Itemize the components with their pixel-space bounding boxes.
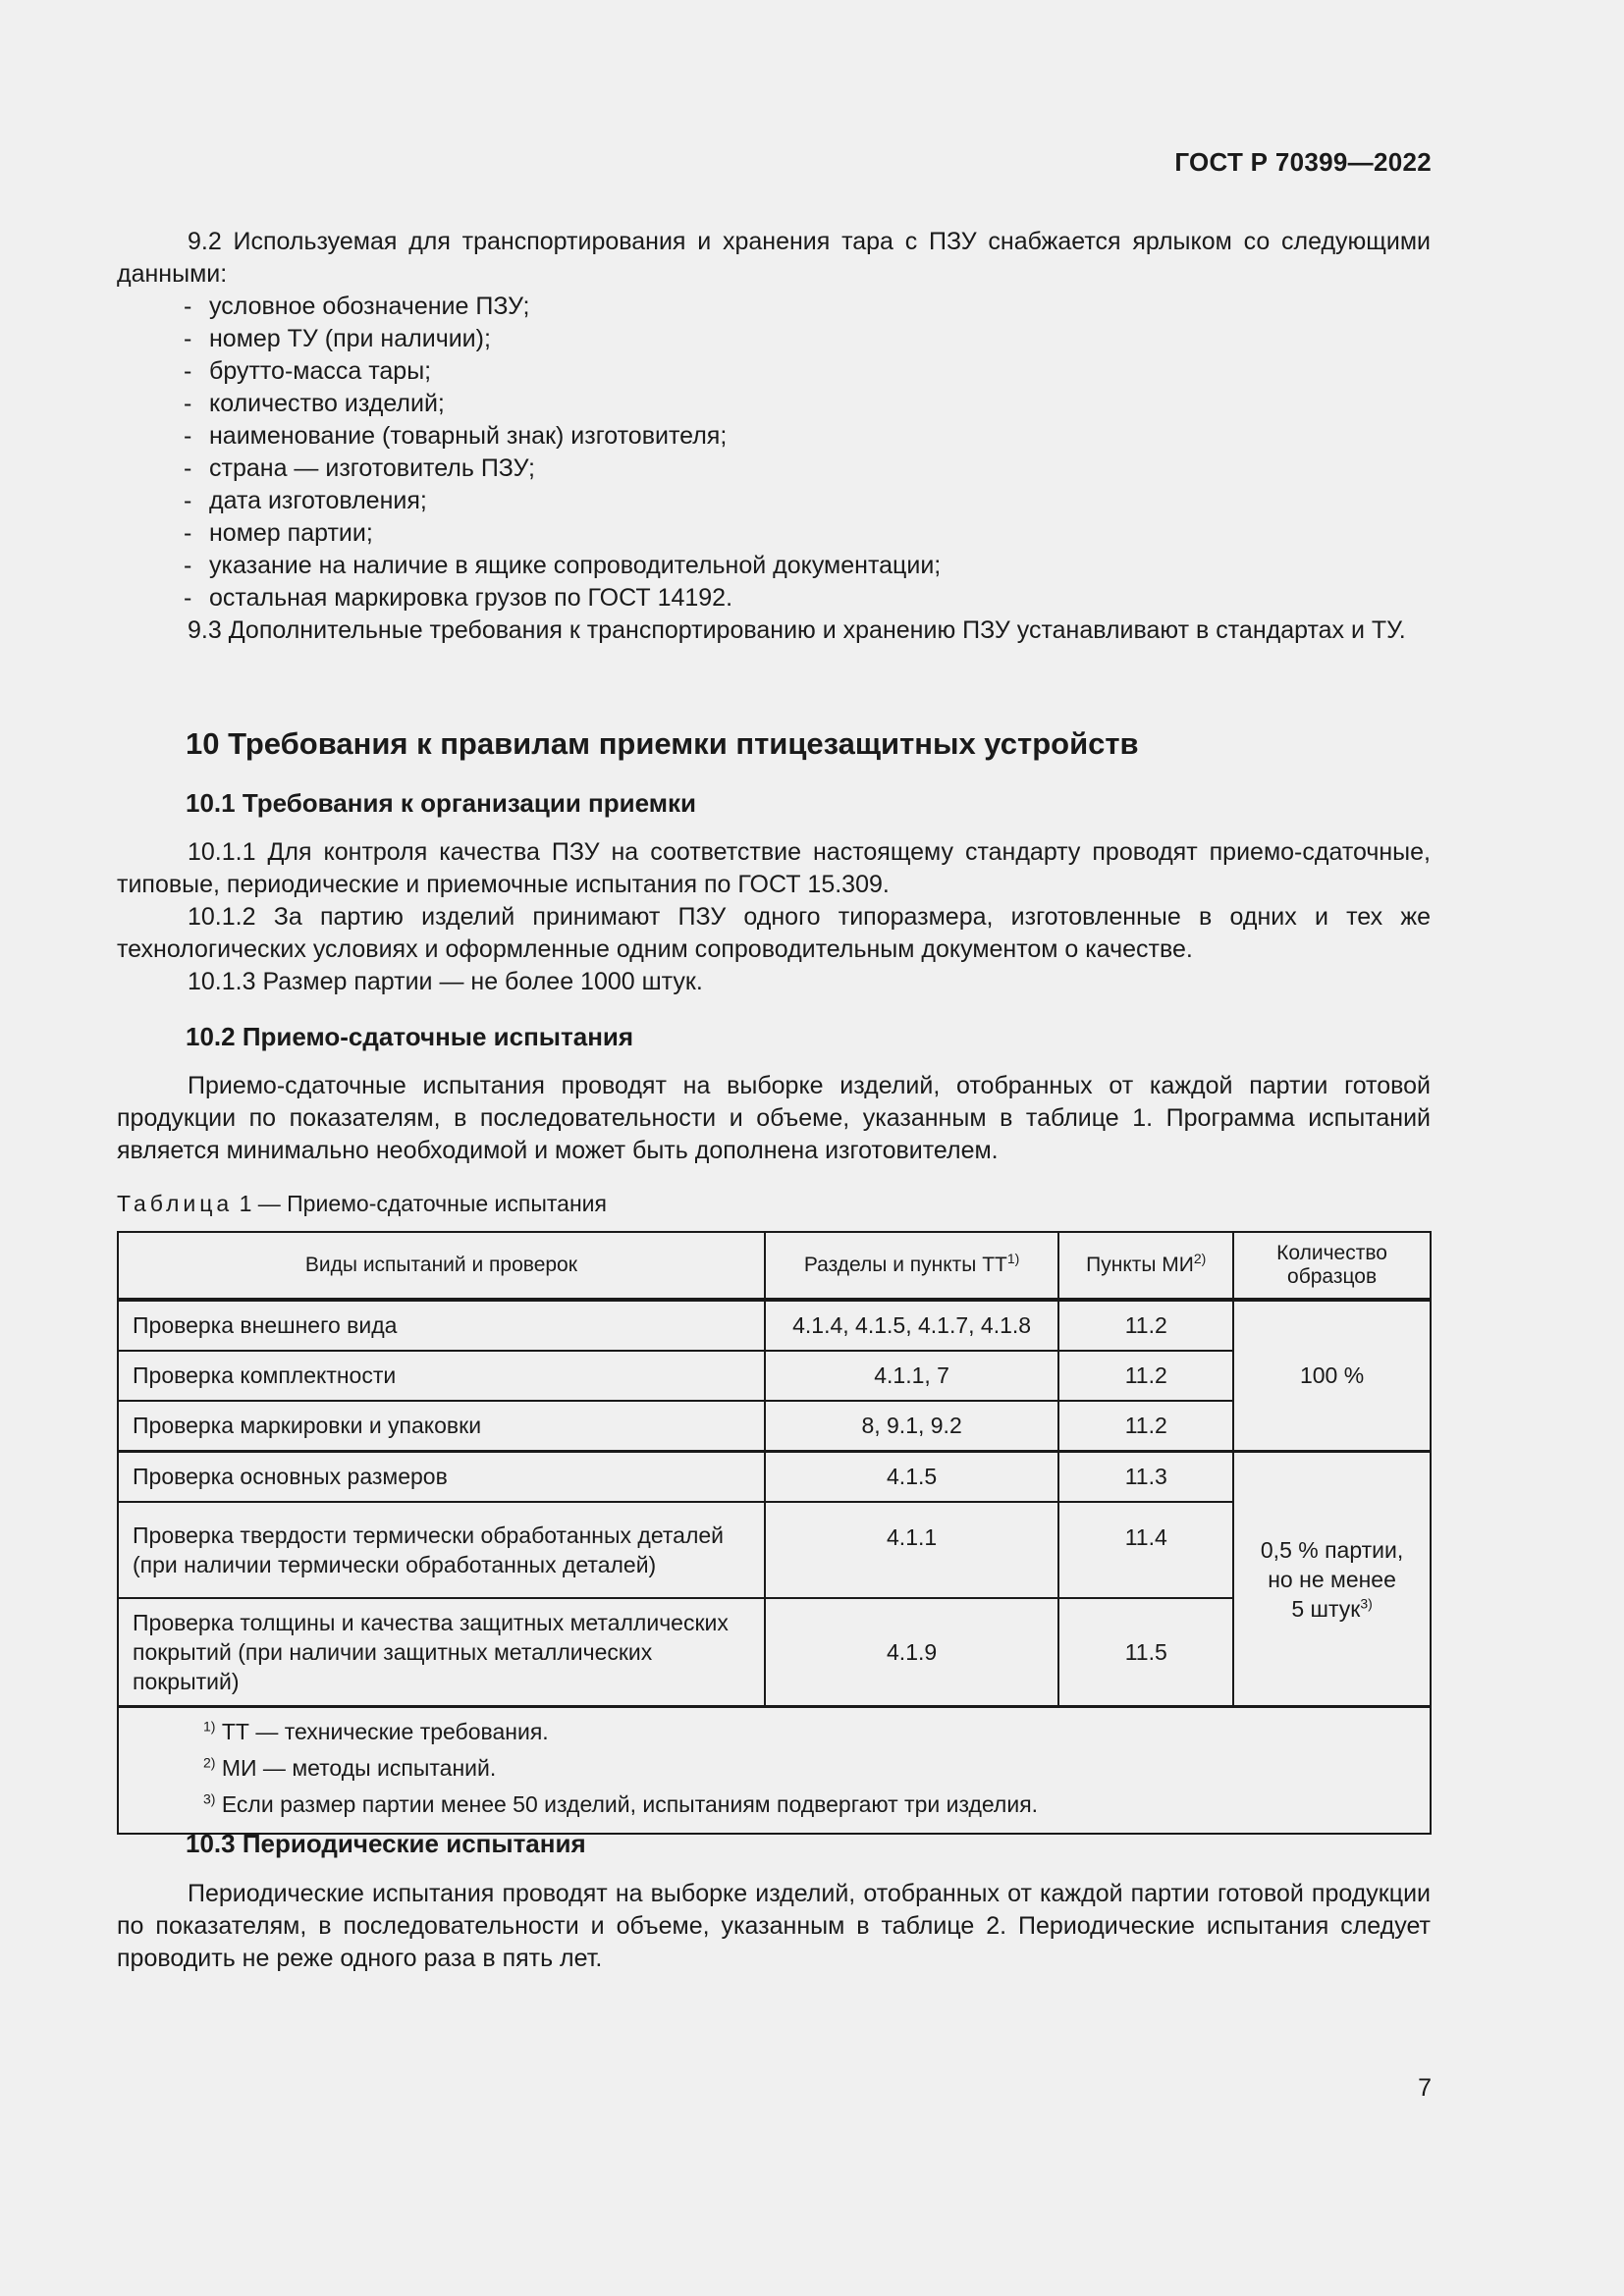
cell-mi-item: 11.5 [1058, 1598, 1233, 1707]
acceptance-tests-table [117, 1231, 1432, 1835]
cell-tt-sections: 4.1.1 [765, 1502, 1059, 1598]
header-tt-sections: Разделы и пункты ТТ$^{1)}$ [765, 1232, 1059, 1300]
cell-test-name: Проверка основных размеров [118, 1452, 765, 1503]
cell-tt-sections: 4.1.9 [765, 1598, 1059, 1707]
table-row [118, 1300, 1431, 1351]
paragraph-10-3: Периодические испытания проводят на выборке изделий, отобранных от каждой партии готовой продукции по показателям, в последовательности и объеме, указанным в таблице 2. Периодические испытания следует проводить не реже одного раза в пять лет. [117, 1880, 1431, 1972]
list-item: - остальная маркировка грузов по ГОСТ 14192. [184, 584, 733, 612]
cell-sample-qty: 100 % [1233, 1300, 1431, 1452]
paragraph-10-1-3: 10.1.3 Размер партии — не более 1000 штук. [188, 968, 703, 995]
cell-test-name: Проверка маркировки и упаковки [118, 1401, 765, 1452]
cell-tt-sections: 4.1.4, 4.1.5, 4.1.7, 4.1.8 [765, 1300, 1059, 1351]
list-item: - страна — изготовитель ПЗУ; [184, 454, 535, 482]
section-10-1-block [117, 836, 1431, 998]
cell-test-name: Проверка толщины и качества защитных металлических покрытий (при наличии защитных металлических покрытий) [118, 1598, 765, 1707]
section-9-block [117, 226, 1431, 647]
list-item: - условное обозначение ПЗУ; [184, 293, 530, 320]
header-mi-items: Пункты МИ$^{2)}$ [1058, 1232, 1233, 1300]
cell-mi-item: 11.2 [1058, 1300, 1233, 1351]
header-sample-qty: Количество образцов [1233, 1232, 1431, 1300]
paragraph-9-2: 9.2 Используемая для транспортирования и хранения тара с ПЗУ снабжается ярлыком со следующими данными: [117, 228, 1431, 288]
cell-test-name: Проверка внешнего вида [118, 1300, 765, 1351]
table-caption-text: 1 — Приемо-сдаточные испытания [239, 1191, 607, 1216]
label-data-list [117, 291, 1431, 614]
paragraph-10-1-2: 10.1.2 За партию изделий принимают ПЗУ одного типоразмера, изготовленные в одних и тех же технологических условиях и оформленные одним сопроводительным документом о качестве. [117, 903, 1431, 963]
list-item: - номер ТУ (при наличии); [184, 325, 491, 352]
list-item: - дата изготовления; [184, 487, 427, 514]
paragraph-9-3: 9.3 Дополнительные требования к транспортированию и хранению ПЗУ устанавливают в стандартах и ТУ. [188, 616, 1406, 644]
table-footnotes [118, 1707, 1431, 1835]
cell-tt-sections: 4.1.5 [765, 1452, 1059, 1503]
table-caption-word: Таблица [117, 1191, 234, 1216]
table-header-row [118, 1232, 1431, 1300]
footnote: $^{1)}$ ТТ — технические требования. [203, 1718, 549, 1744]
cell-test-name: Проверка комплектности [118, 1351, 765, 1401]
list-item: - брутто-масса тары; [184, 357, 432, 385]
paragraph-10-2: Приемо-сдаточные испытания проводят на выборке изделий, отобранных от каждой партии готовой продукции по показателям, в последовательности и объеме, указанным в таблице 1. Программа испытаний является минимально необходимой и может быть дополнена изготовителем. [117, 1072, 1431, 1164]
cell-mi-item: 11.3 [1058, 1452, 1233, 1503]
cell-tt-sections: 8, 9.1, 9.2 [765, 1401, 1059, 1452]
cell-test-name: Проверка твердости термически обработанных деталей (при наличии термически обработанных деталей) [118, 1502, 765, 1598]
list-item: - количество изделий; [184, 390, 445, 417]
table-row [118, 1452, 1431, 1503]
footnote: $^{3)}$ Если размер партии менее 50 изделий, испытаниям подвергают три изделия. [203, 1790, 1039, 1817]
cell-mi-item: 11.4 [1058, 1502, 1233, 1598]
paragraph-10-1-1: 10.1.1 Для контроля качества ПЗУ на соответствие настоящему стандарту проводят приемо-сдаточные, типовые, периодические и приемочные испытания по ГОСТ 15.309. [117, 838, 1431, 898]
list-item: - наименование (товарный знак) изготовителя; [184, 422, 728, 450]
list-item: - указание на наличие в ящике сопроводительной документации; [184, 552, 942, 579]
subsection-10-2-title: 10.2 Приемо-сдаточные испытания [186, 1022, 634, 1051]
section-10-title: 10 Требования к правилам приемки птицезащитных устройств [186, 726, 1139, 761]
section-10-3-block [117, 1878, 1431, 1975]
section-10-2-block [117, 1070, 1431, 1167]
subsection-10-1-title: 10.1 Требования к организации приемки [186, 788, 696, 818]
table-1-caption [117, 1191, 607, 1217]
cell-sample-qty: 0,5 % партии, но не менее 5 штук$^{3)}$ [1233, 1452, 1431, 1707]
subsection-10-3-title: 10.3 Периодические испытания [186, 1829, 586, 1858]
cell-tt-sections: 4.1.1, 7 [765, 1351, 1059, 1401]
footnote: $^{2)}$ МИ — методы испытаний. [203, 1754, 497, 1781]
page-number: 7 [1418, 2074, 1432, 2102]
cell-mi-item: 11.2 [1058, 1401, 1233, 1452]
document-code: ГОСТ Р 70399—2022 [1174, 147, 1432, 177]
table-notes-row [118, 1707, 1431, 1835]
header-test-types: Виды испытаний и проверок [118, 1232, 765, 1300]
list-item: - номер партии; [184, 519, 373, 547]
cell-mi-item: 11.2 [1058, 1351, 1233, 1401]
